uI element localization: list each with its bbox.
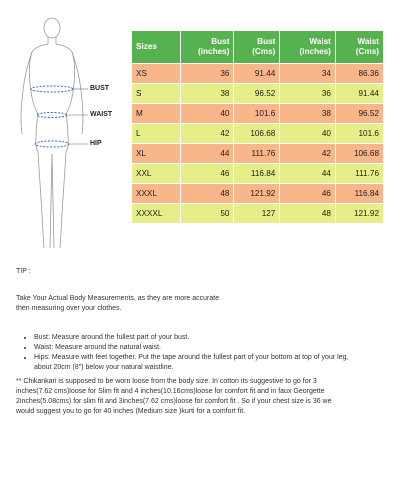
bust-inches-cell: 50 [181, 204, 233, 223]
size-cell: XS [132, 64, 180, 83]
note-line: would suggest you to go for 40 inches (Medium size )kurti for a comfort fit. [16, 408, 246, 415]
waist-cms-cell: 111.76 [336, 164, 383, 183]
waist-inches-cell: 44 [280, 164, 335, 183]
waist-cms-cell: 121.92 [336, 204, 383, 223]
measurement-instructions [16, 333, 356, 373]
size-chart-table [131, 30, 384, 224]
header-waist-inches: Waist (inches) [280, 31, 335, 63]
header-bust-inches: Bust (inches) [181, 31, 233, 63]
waist-cms-cell: 91.44 [336, 84, 383, 103]
table-row [132, 204, 383, 223]
list-item: • Bust: Measure around the fullest part of your bust. [34, 333, 356, 343]
bust-cms-cell: 91.44 [234, 64, 279, 83]
table-row [132, 64, 383, 83]
table-row [132, 184, 383, 203]
bust-inches-cell: 48 [181, 184, 233, 203]
hip-label: HIP [90, 140, 102, 147]
table-row [132, 124, 383, 143]
bust-cms-cell: 116.84 [234, 164, 279, 183]
intro-line: then measuring over your clothes. [16, 305, 122, 312]
intro-line: Take Your Actual Body Measurements, as they are more accurate [16, 295, 220, 302]
header-bust-cms: Bust (Cms) [234, 31, 279, 63]
size-cell: S [132, 84, 180, 103]
table-row [132, 144, 383, 163]
bust-inches-cell: 40 [181, 104, 233, 123]
waist-cms-cell: 116.84 [336, 184, 383, 203]
waist-inches-cell: 34 [280, 64, 335, 83]
bust-inches-cell: 36 [181, 64, 233, 83]
body-measurement-figure [8, 14, 118, 252]
measurement-intro [16, 294, 356, 314]
bust-cms-cell: 121.92 [234, 184, 279, 203]
bust-inches-cell: 42 [181, 124, 233, 143]
bust-label: BUST [90, 85, 110, 92]
size-cell: XXXL [132, 184, 180, 203]
female-silhouette-illustration [8, 14, 118, 252]
table-header-row [132, 31, 383, 63]
header-waist-cms: Waist (Cms) [336, 31, 383, 63]
waist-inches-cell: 36 [280, 84, 335, 103]
waist-cms-cell: 96.52 [336, 104, 383, 123]
instruction-list [16, 333, 356, 373]
waist-inches-cell: 48 [280, 204, 335, 223]
tip-heading: TIP : [16, 268, 31, 275]
waist-inches-cell: 42 [280, 144, 335, 163]
size-cell: XL [132, 144, 180, 163]
bust-cms-cell: 127 [234, 204, 279, 223]
note-line: ** Chikankari is supposed to be worn loose from the body size. In cotton its suggestive to go for 3 [16, 378, 317, 385]
waist-cms-cell: 86.36 [336, 64, 383, 83]
header-sizes: Sizes [132, 31, 180, 63]
size-cell: XXXXL [132, 204, 180, 223]
note-line: 2inches(5.08cms) for slim fit and 3inches(7.62 cms)loose for comfort fit . So if your chest size is 36 we [16, 398, 332, 405]
bust-inches-cell: 38 [181, 84, 233, 103]
fit-note [16, 377, 386, 417]
size-cell: M [132, 104, 180, 123]
list-item: • Waist: Measure around the natural waist. [34, 343, 356, 353]
waist-cms-cell: 101.6 [336, 124, 383, 143]
waist-cms-cell: 106.68 [336, 144, 383, 163]
bust-inches-cell: 44 [181, 144, 233, 163]
bust-cms-cell: 106.68 [234, 124, 279, 143]
size-cell: XXL [132, 164, 180, 183]
bust-inches-cell: 46 [181, 164, 233, 183]
table-row [132, 104, 383, 123]
waist-label: WAIST [90, 111, 113, 118]
waist-inches-cell: 38 [280, 104, 335, 123]
table-row [132, 164, 383, 183]
size-cell: L [132, 124, 180, 143]
table-row [132, 84, 383, 103]
waist-inches-cell: 40 [280, 124, 335, 143]
bust-cms-cell: 111.76 [234, 144, 279, 163]
list-item: • Hips: Measure with feet together. Put the tape around the fullest part of your bottom at top of your leg, about 20cm (8") below your natural waistline. [34, 353, 356, 373]
bust-cms-cell: 96.52 [234, 84, 279, 103]
waist-inches-cell: 46 [280, 184, 335, 203]
bust-cms-cell: 101.6 [234, 104, 279, 123]
note-line: inches(7.62 cms)loose for Slim fit and 4 inches(10.16cms)loose for comfort fit and in faux Georgette [16, 388, 325, 395]
